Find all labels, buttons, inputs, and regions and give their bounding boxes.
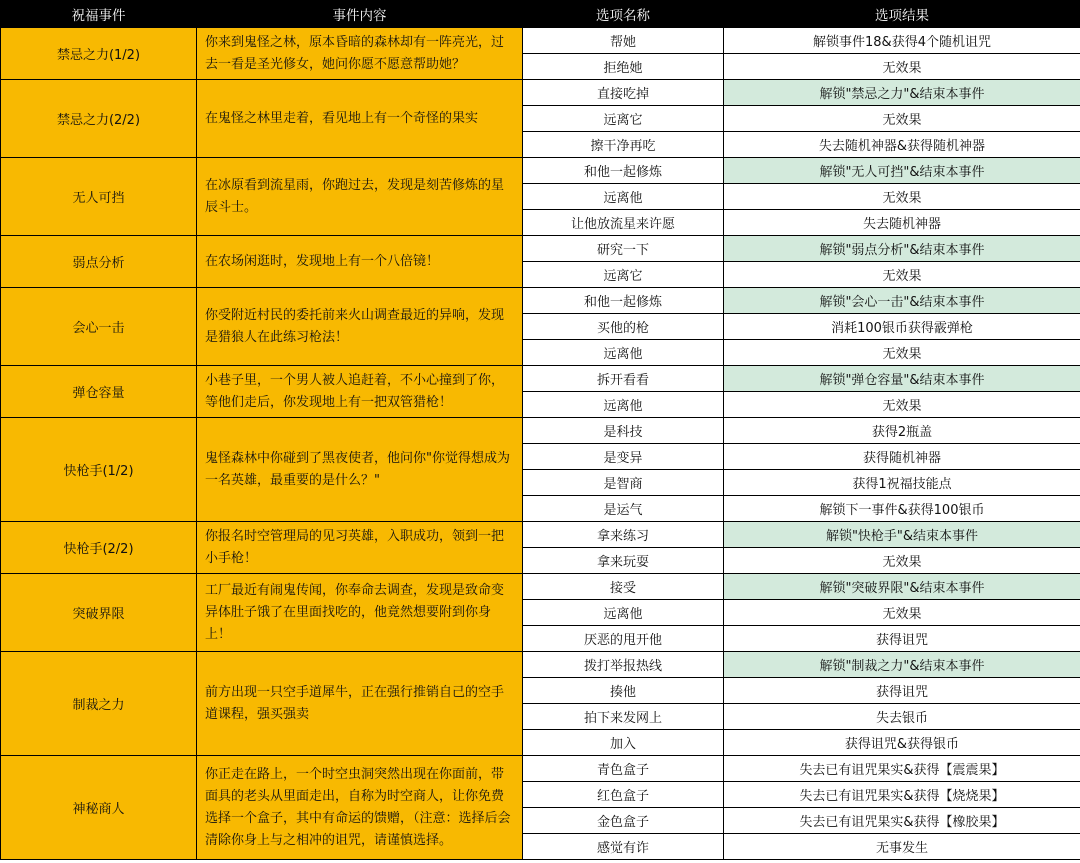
option-result-cell: 解锁"突破界限"&结束本事件 — [724, 574, 1080, 600]
option-name-cell: 青色盒子 — [523, 756, 724, 782]
table-row — [1, 288, 1080, 314]
option-result-cell: 获得1祝福技能点 — [724, 470, 1080, 496]
event-content-cell: 前方出现一只空手道犀牛，正在强行推销自己的空手道课程，强买强卖 — [197, 652, 523, 756]
table-row — [1, 80, 1080, 106]
header-row — [1, 1, 1080, 28]
option-name-cell: 红色盒子 — [523, 782, 724, 808]
option-result-cell: 无效果 — [724, 548, 1080, 574]
option-result-cell: 解锁事件18&获得4个随机诅咒 — [724, 28, 1080, 54]
option-result-cell: 无效果 — [724, 106, 1080, 132]
event-content-cell: 鬼怪森林中你碰到了黑夜使者，他问你"你觉得想成为一名英雄，最重要的是什么？" — [197, 418, 523, 522]
option-name-cell: 金色盒子 — [523, 808, 724, 834]
option-result-cell: 解锁"快枪手"&结束本事件 — [724, 522, 1080, 548]
option-result-cell: 无效果 — [724, 184, 1080, 210]
event-name-cell: 禁忌之力(1/2) — [1, 28, 197, 80]
event-name-cell: 会心一击 — [1, 288, 197, 366]
event-content-cell: 在冰原看到流星雨，你跑过去，发现是刻苦修炼的星辰斗士。 — [197, 158, 523, 236]
table-row — [1, 756, 1080, 782]
event-name-cell: 快枪手(2/2) — [1, 522, 197, 574]
option-name-cell: 是运气 — [523, 496, 724, 522]
event-name-cell: 突破界限 — [1, 574, 197, 652]
option-result-cell: 解锁"制裁之力"&结束本事件 — [724, 652, 1080, 678]
table-row — [1, 158, 1080, 184]
option-result-cell: 失去随机神器&获得随机神器 — [724, 132, 1080, 158]
option-name-cell: 感觉有诈 — [523, 834, 724, 860]
option-name-cell: 拿来玩耍 — [523, 548, 724, 574]
event-content-cell: 你来到鬼怪之林，原本昏暗的森林却有一阵亮光，过去一看是圣光修女，她问你愿不愿意帮助她？ — [197, 28, 523, 80]
option-name-cell: 直接吃掉 — [523, 80, 724, 106]
option-result-cell: 无事发生 — [724, 834, 1080, 860]
option-name-cell: 远离他 — [523, 600, 724, 626]
event-name-cell: 制裁之力 — [1, 652, 197, 756]
option-name-cell: 远离他 — [523, 184, 724, 210]
option-name-cell: 和他一起修炼 — [523, 158, 724, 184]
event-content-cell: 在鬼怪之林里走着，看见地上有一个奇怪的果实 — [197, 80, 523, 158]
option-result-cell: 解锁下一事件&获得100银币 — [724, 496, 1080, 522]
option-name-cell: 拆开看看 — [523, 366, 724, 392]
option-result-cell: 无效果 — [724, 392, 1080, 418]
option-name-cell: 和他一起修炼 — [523, 288, 724, 314]
option-name-cell: 擦干净再吃 — [523, 132, 724, 158]
option-result-cell: 获得2瓶盖 — [724, 418, 1080, 444]
table-row — [1, 522, 1080, 548]
table-row — [1, 418, 1080, 444]
table-row — [1, 366, 1080, 392]
table-body — [1, 28, 1080, 860]
option-result-cell: 失去已有诅咒果实&获得【震震果】 — [724, 756, 1080, 782]
option-result-cell: 解锁"弹仓容量"&结束本事件 — [724, 366, 1080, 392]
event-content-cell: 在农场闲逛时，发现地上有一个八倍镜！ — [197, 236, 523, 288]
option-name-cell: 买他的枪 — [523, 314, 724, 340]
table-row — [1, 652, 1080, 678]
option-result-cell: 解锁"会心一击"&结束本事件 — [724, 288, 1080, 314]
option-name-cell: 远离他 — [523, 392, 724, 418]
event-content-cell: 小巷子里，一个男人被人追赶着，不小心撞到了你，等他们走后，你发现地上有一把双管猎枪！ — [197, 366, 523, 418]
option-name-cell: 帮她 — [523, 28, 724, 54]
option-name-cell: 拒绝她 — [523, 54, 724, 80]
event-content-cell: 你报名时空管理局的见习英雄，入职成功，领到一把小手枪！ — [197, 522, 523, 574]
event-name-cell: 弹仓容量 — [1, 366, 197, 418]
event-name-cell: 快枪手(1/2) — [1, 418, 197, 522]
table-row — [1, 574, 1080, 600]
table-row — [1, 28, 1080, 54]
option-name-cell: 远离他 — [523, 340, 724, 366]
event-name-cell: 弱点分析 — [1, 236, 197, 288]
option-name-cell: 拿来练习 — [523, 522, 724, 548]
option-result-cell: 无效果 — [724, 262, 1080, 288]
option-result-cell: 失去已有诅咒果实&获得【橡胶果】 — [724, 808, 1080, 834]
option-result-cell: 获得诅咒 — [724, 678, 1080, 704]
option-result-cell: 失去已有诅咒果实&获得【烧烧果】 — [724, 782, 1080, 808]
option-result-cell: 获得诅咒&获得银币 — [724, 730, 1080, 756]
option-name-cell: 远离它 — [523, 106, 724, 132]
option-name-cell: 接受 — [523, 574, 724, 600]
event-name-cell: 无人可挡 — [1, 158, 197, 236]
option-name-cell: 是智商 — [523, 470, 724, 496]
option-name-cell: 远离它 — [523, 262, 724, 288]
option-result-cell: 失去银币 — [724, 704, 1080, 730]
option-name-cell: 厌恶的甩开他 — [523, 626, 724, 652]
event-content-cell: 工厂最近有闹鬼传闻，你奉命去调查，发现是致命变异体肚子饿了在里面找吃的，他竟然想要附到你身上！ — [197, 574, 523, 652]
option-result-cell: 消耗100银币获得霰弹枪 — [724, 314, 1080, 340]
option-result-cell: 无效果 — [724, 54, 1080, 80]
option-result-cell: 解锁"弱点分析"&结束本事件 — [724, 236, 1080, 262]
event-content-cell: 你受附近村民的委托前来火山调查最近的异响，发现是猎狼人在此练习枪法！ — [197, 288, 523, 366]
option-name-cell: 拍下来发网上 — [523, 704, 724, 730]
option-name-cell: 加入 — [523, 730, 724, 756]
event-name-cell: 禁忌之力(2/2) — [1, 80, 197, 158]
header-option: 选项名称 — [523, 1, 724, 28]
option-result-cell: 失去随机神器 — [724, 210, 1080, 236]
option-result-cell: 解锁"禁忌之力"&结束本事件 — [724, 80, 1080, 106]
option-result-cell: 获得随机神器 — [724, 444, 1080, 470]
event-name-cell: 神秘商人 — [1, 756, 197, 860]
option-result-cell: 无效果 — [724, 600, 1080, 626]
header-content: 事件内容 — [197, 1, 523, 28]
header-event: 祝福事件 — [1, 1, 197, 28]
option-result-cell: 无效果 — [724, 340, 1080, 366]
option-name-cell: 是科技 — [523, 418, 724, 444]
option-name-cell: 让他放流星来许愿 — [523, 210, 724, 236]
option-result-cell: 获得诅咒 — [724, 626, 1080, 652]
table-row — [1, 236, 1080, 262]
option-result-cell: 解锁"无人可挡"&结束本事件 — [724, 158, 1080, 184]
option-name-cell: 拨打举报热线 — [523, 652, 724, 678]
option-name-cell: 研究一下 — [523, 236, 724, 262]
event-content-cell: 你正走在路上，一个时空虫洞突然出现在你面前，带面具的老头从里面走出，自称为时空商人，让你免费选择一个盒子，其中有命运的馈赠，（注意：选择后会清除你身上与之相冲的诅咒，请谨慎选择。 — [197, 756, 523, 860]
header-result: 选项结果 — [724, 1, 1080, 28]
option-name-cell: 揍他 — [523, 678, 724, 704]
option-name-cell: 是变异 — [523, 444, 724, 470]
